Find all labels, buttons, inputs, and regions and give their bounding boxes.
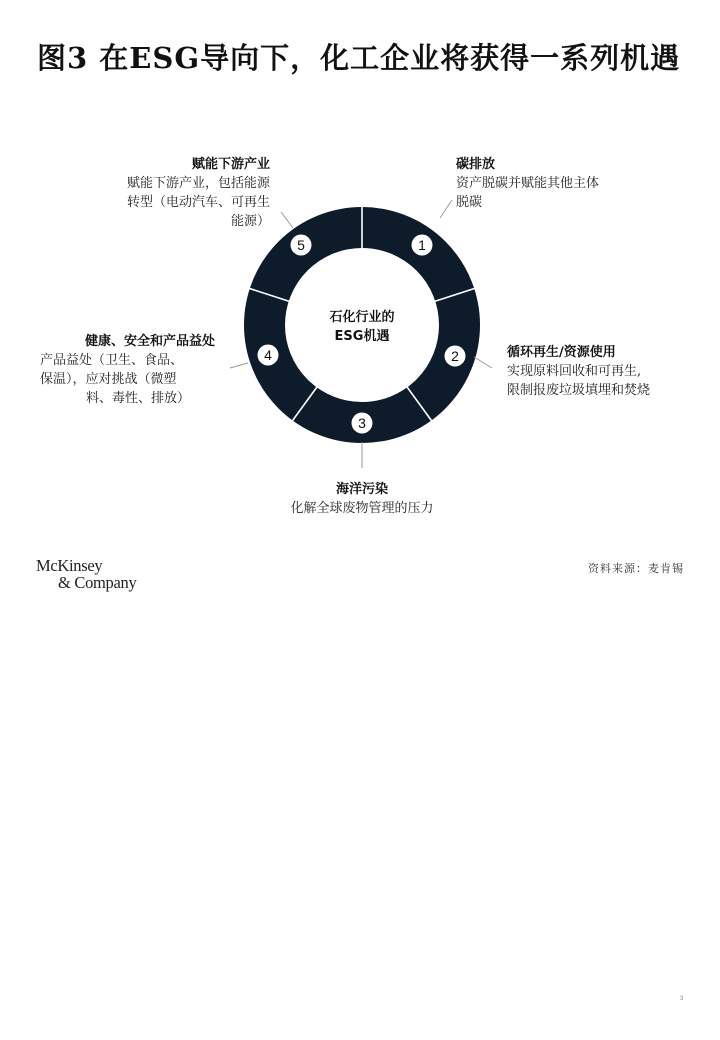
source-note: 资料来源：麦肯锡 <box>588 562 684 575</box>
badge-number: 5 <box>297 237 305 253</box>
center-label-line2: ESG机遇 <box>334 329 390 344</box>
segment-4-title: 健康、安全和产品益处 <box>84 334 215 349</box>
page-number: 3 <box>680 996 684 1002</box>
leader-segment-1 <box>440 200 452 218</box>
badge-number: 3 <box>358 415 366 431</box>
leader-segment-2 <box>474 357 492 368</box>
segment-5-label <box>90 155 270 231</box>
segment-2-badge <box>445 346 466 367</box>
badge-number: 1 <box>418 237 426 253</box>
segment-4-description-tail: 料、毒性、排放） <box>86 391 191 406</box>
segment-5-description: 赋能下游产业，包括能源 转型（电动汽车、可再生 <box>126 176 270 210</box>
mckinsey-logo <box>36 557 136 591</box>
segment-5-title: 赋能下游产业 <box>191 157 270 172</box>
segment-4-badge <box>258 345 279 366</box>
leader-segment-4 <box>230 363 248 368</box>
segment-1-label <box>456 155 656 212</box>
center-label-line1: 石化行业的 <box>329 310 395 325</box>
badge-number: 4 <box>264 347 272 363</box>
segment-4-label <box>40 332 215 408</box>
segment-3-label <box>262 480 462 518</box>
segment-1-title: 碳排放 <box>456 157 496 172</box>
segment-2-description: 实现原料回收和可再生, 限制报废垃圾填埋和焚烧 <box>507 364 651 398</box>
segment-1-description: 资产脱碳并赋能其他主体 脱碳 <box>456 176 600 210</box>
logo-line2: & Company <box>58 573 137 592</box>
segment-2-label <box>507 343 707 400</box>
segment-3-description: 化解全球废物管理的压力 <box>290 501 434 516</box>
page-title: 图3 在ESG导向下，化工企业将获得一系列机遇 <box>37 41 681 75</box>
segment-2-title: 循环再生/资源使用 <box>507 345 616 360</box>
segment-5-description-tail: 能源） <box>230 214 270 229</box>
ring-center-label <box>312 308 412 346</box>
segment-4-description: 产品益处（卫生、食品、 保温），应对挑战（微塑 <box>40 353 184 387</box>
logo-line1: McKinsey <box>36 556 103 575</box>
badge-number: 2 <box>451 348 459 364</box>
leader-segment-5 <box>281 212 293 228</box>
segment-5-badge <box>291 235 312 256</box>
segment-3-title: 海洋污染 <box>335 482 388 497</box>
segment-1-badge <box>412 235 433 256</box>
segment-3-badge <box>352 413 373 434</box>
